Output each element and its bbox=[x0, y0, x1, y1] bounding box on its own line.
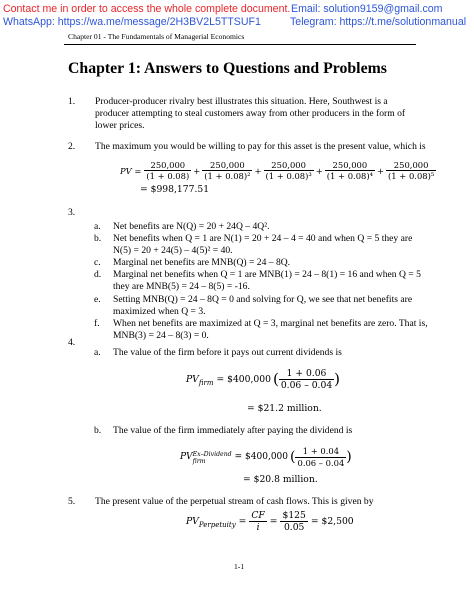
question-number: 5. bbox=[68, 496, 76, 507]
item-line: Marginal net benefits when Q = 1 are MNB(1) = 24 – 8(1) = 16 and when Q = 5 bbox=[113, 269, 421, 280]
pv-scripts bbox=[193, 451, 232, 465]
pv-subscript: firm bbox=[192, 457, 206, 465]
pv-term: $\frac{250,000}{\text{(1 + 0.08)³}}$ bbox=[265, 160, 312, 181]
pv-term: $\frac{250,000}{\text{(1 + 0.08)⁵}}$ bbox=[388, 160, 435, 181]
dividend-fraction: $\frac{1 + 0.04}{0.06 - 0.04}$ bbox=[297, 446, 345, 468]
item-line: MNB(3) = 24 – 8(3) = 0. bbox=[113, 330, 209, 341]
q1-line: Producer-producer rivalry best illustrates this situation. Here, Southwest is a bbox=[95, 96, 388, 107]
item-letter: d. bbox=[94, 269, 102, 280]
question-number: 4. bbox=[68, 337, 76, 348]
item-line: Net benefits when Q = 1 are N(1) = 20 + 24 – 4 = 40 and when Q = 5 they are bbox=[113, 233, 413, 244]
header-rule bbox=[64, 44, 416, 45]
chapter-title: Chapter 1: Answers to Questions and Problems bbox=[68, 60, 387, 77]
item-line: they are MNB(5) = 24 – 8(5) = -16. bbox=[113, 281, 250, 292]
pv-subscript: firm bbox=[198, 379, 214, 387]
item-line: Net benefits are N(Q) = 20 + 24Q – 4Q². bbox=[113, 221, 270, 232]
item-letter: a. bbox=[94, 347, 101, 358]
item-line: N(5) = 20 + 24(5) – 4(5)² = 40. bbox=[113, 245, 233, 256]
pv-equation: PV = $\frac{250,000}{(1 + 0.08)}$ + $\frac{250,000}{\text{(1 + 0.08)²}}$ + $\frac{250,000}{\text{(1 + 0.08)³}}$ + $\frac{250,000}{\text{(1 + 0.08)⁴}}$ + $\frac{250,000}{\text{(1 + 0.08)⁵}}$ bbox=[120, 160, 435, 181]
pv-term: $\frac{250,000}{(1 + 0.08)}$ bbox=[146, 160, 190, 181]
perpetuity-result: = $2,500 bbox=[310, 516, 354, 527]
firm-value-rhs: = $400,000 bbox=[216, 374, 271, 385]
firm-value-equation: PV firm = $400,000 ( $\frac{1 + 0.06}{0.06 - 0.04}$ ) bbox=[186, 368, 341, 391]
item-letter: e. bbox=[94, 294, 101, 305]
pv-symbol: PV bbox=[186, 516, 199, 527]
ex-dividend-equation: PV Ex–Dividend firm = $400,000 ( $\frac{1 + 0.04}{0.06 - 0.04}$ ) bbox=[180, 446, 352, 468]
dividend-fraction: $\frac{1 + 0.06}{0.06 - 0.04}$ bbox=[280, 368, 333, 391]
item-letter: a. bbox=[94, 221, 101, 232]
cf-over-i-fraction: $\frac{CF}{i}$ bbox=[251, 510, 265, 533]
q1-line: lower prices. bbox=[95, 120, 145, 131]
equals-sign: = bbox=[238, 516, 247, 527]
item-line: When net benefits are maximized at Q = 3, marginal net benefits are zero. That is, bbox=[113, 318, 428, 329]
pv-subscript: Perpetuity bbox=[198, 521, 236, 529]
whatsapp-link[interactable]: WhatsApp: https://wa.me/message/2H3BV2L5TTSUF1 bbox=[3, 16, 261, 28]
running-header: Chapter 01 - The Fundamentals of Managerial Economics bbox=[68, 32, 245, 41]
contact-banner-line: Contact me in order to access the whole complete document. bbox=[3, 3, 291, 15]
telegram-link[interactable]: Telegram: https://t.me/solutionmanual bbox=[290, 16, 467, 28]
item-line: The value of the firm immediately after paying the dividend is bbox=[113, 425, 353, 436]
q5-text: The present value of the perpetual stream of cash flows. This is given by bbox=[95, 496, 374, 507]
item-line: maximized when Q = 3. bbox=[113, 306, 206, 317]
equals-sign: = bbox=[269, 516, 278, 527]
item-letter: f. bbox=[94, 318, 100, 329]
q2-text: The maximum you would be willing to pay for this asset is the present value, which is bbox=[95, 141, 426, 152]
question-number: 2. bbox=[68, 141, 76, 152]
item-line: The value of the firm before it pays out current dividends is bbox=[113, 347, 342, 358]
question-number: 1. bbox=[68, 96, 76, 107]
item-line: Marginal net benefits are MNB(Q) = 24 – 8Q. bbox=[113, 257, 291, 268]
perpetuity-equation bbox=[186, 510, 354, 533]
email-link[interactable]: Email: solution9159@gmail.com bbox=[291, 3, 443, 15]
question-number: 3. bbox=[68, 207, 76, 218]
q1-line: producer attempting to steal customers away from other producers in the form of bbox=[95, 108, 406, 119]
item-letter: b. bbox=[94, 233, 102, 244]
cash-flow-fraction: $\frac{\$125}{0.05}$ bbox=[282, 510, 306, 533]
pv-term: $\frac{250,000}{\text{(1 + 0.08)²}}$ bbox=[204, 160, 251, 181]
ex-dividend-result: = $20.8 million. bbox=[243, 474, 318, 485]
pv-result: = $998,177.51 bbox=[140, 184, 210, 195]
ex-dividend-rhs: = $400,000 bbox=[234, 452, 289, 462]
pv-superscript: Ex–Dividend bbox=[192, 450, 232, 458]
item-line: Setting MNB(Q) = 24 – 8Q = 0 and solving for Q, we see that net benefits are bbox=[113, 294, 413, 305]
item-letter: c. bbox=[94, 257, 101, 268]
pv-symbol: PV bbox=[186, 374, 199, 385]
item-letter: b. bbox=[94, 425, 102, 436]
page-number: 1-1 bbox=[234, 562, 245, 571]
firm-value-result: = $21.2 million. bbox=[247, 403, 322, 414]
pv-symbol: PV bbox=[180, 452, 193, 462]
pv-term: $\frac{250,000}{\text{(1 + 0.08)⁴}}$ bbox=[326, 160, 373, 181]
pv-lhs: PV = bbox=[120, 165, 142, 176]
